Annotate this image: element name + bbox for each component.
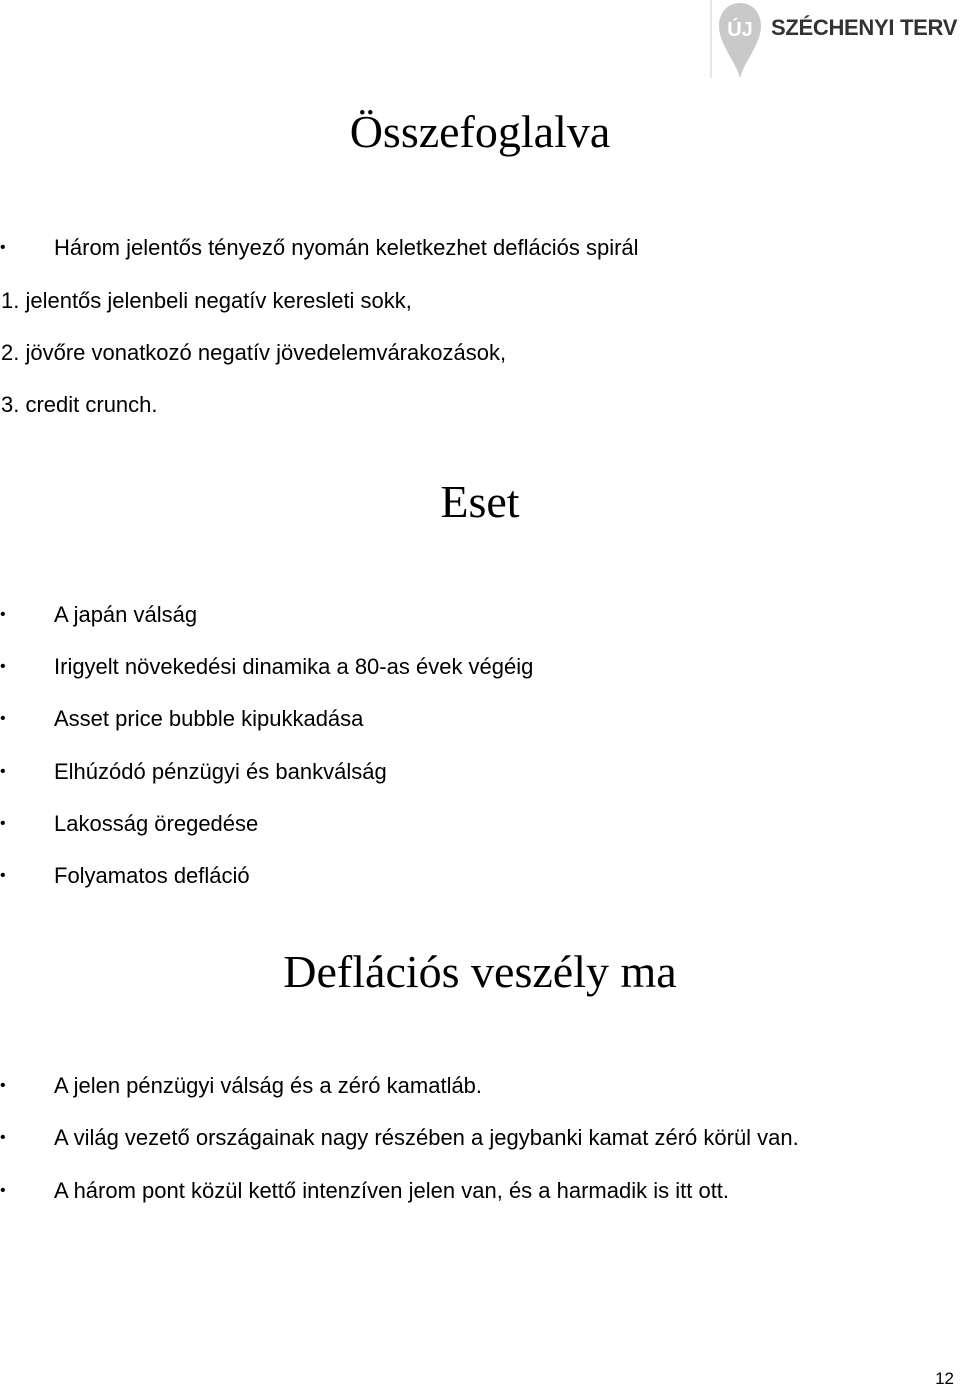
bullet-text: Irigyelt növekedési dinamika a 80-as évek végéig <box>54 654 534 679</box>
danger-title: Deflációs veszély ma <box>283 946 677 997</box>
bullet-text: A japán válság <box>54 602 198 627</box>
bullet-text: A világ vezető országainak nagy részében a jegybanki kamat zéró körül van. <box>54 1125 799 1150</box>
logo-wordmark: SZÉCHENYI TERV <box>771 15 958 40</box>
bullet-marker: • <box>0 1182 6 1199</box>
bullet-marker: • <box>0 763 6 780</box>
summary-item-text: 1. jelentős jelenbeli negatív keresleti sokk, <box>1 288 412 313</box>
bullet-text: Három jelentős tényező nyomán keletkezhet deflációs spirál <box>54 235 639 260</box>
uj-badge-icon <box>716 0 764 80</box>
logo-divider <box>710 0 712 78</box>
summary-item-text: 3. credit crunch. <box>1 392 158 417</box>
bullet-marker: • <box>0 239 6 256</box>
bullet-marker: • <box>0 1077 6 1094</box>
page-number: 12 <box>935 1369 954 1388</box>
bullet-text: Folyamatos defláció <box>54 863 250 888</box>
summary-title: Összefoglalva <box>349 106 611 157</box>
bullet-marker: • <box>0 710 6 727</box>
case-title: Eset <box>440 476 520 527</box>
bullet-text: Asset price bubble kipukkadása <box>54 706 364 731</box>
bullet-marker: • <box>0 867 6 884</box>
logo-badge-text: ÚJ <box>727 19 753 41</box>
bullet-marker: • <box>0 815 6 832</box>
bullet-text: A három pont közül kettő intenzíven jelen van, és a harmadik is itt ott. <box>54 1178 730 1203</box>
bullet-text: A jelen pénzügyi válság és a zéró kamatláb. <box>54 1073 483 1098</box>
summary-item-text: 2. jövőre vonatkozó negatív jövedelemvárakozások, <box>1 340 507 365</box>
bullet-marker: • <box>0 606 6 623</box>
bullet-text: Elhúzódó pénzügyi és bankválság <box>54 759 387 784</box>
bullet-text: Lakosság öregedése <box>54 811 259 836</box>
bullet-marker: • <box>0 658 6 675</box>
szechenyi-terv-logo <box>710 0 960 80</box>
bullet-marker: • <box>0 1129 6 1146</box>
